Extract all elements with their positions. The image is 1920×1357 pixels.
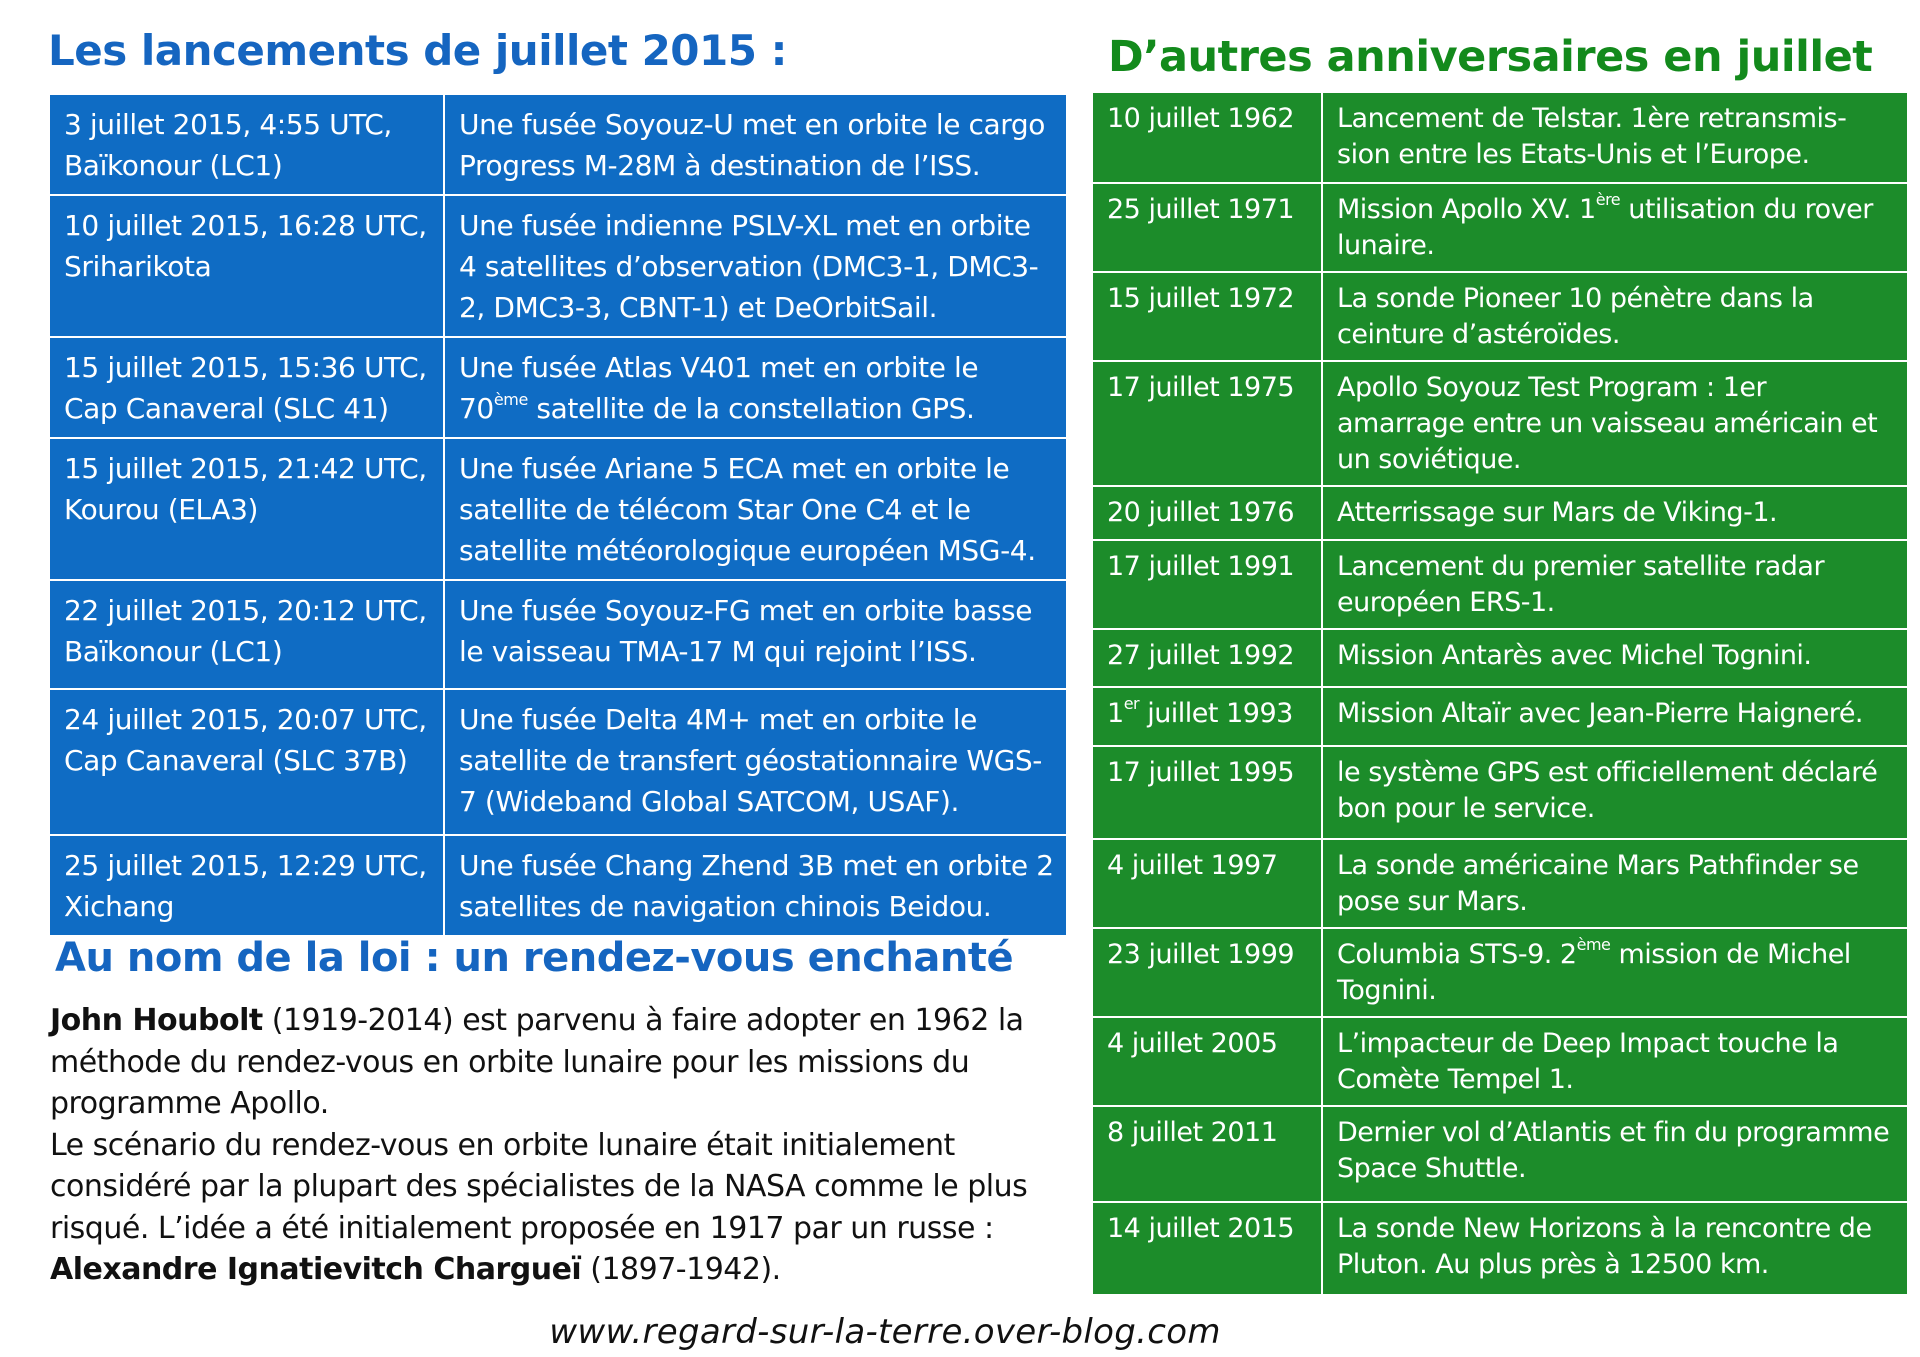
table-row xyxy=(1092,746,1908,839)
anniv-date-cell: 17 juillet 1991 xyxy=(1092,540,1322,629)
launches-table xyxy=(48,93,1068,937)
anniv-date-cell: 17 juillet 1995 xyxy=(1092,746,1322,839)
table-row xyxy=(1092,928,1908,1017)
launch-when-cell xyxy=(49,337,444,438)
launch-date: 22 juillet 2015, 20:12 UTC, xyxy=(64,594,427,627)
anniv-text-cell: Mission Antarès avec Michel Tognini. xyxy=(1322,629,1908,687)
anniv-text-cell: Dernier vol d’Atlantis et fin du programme Space Shuttle. xyxy=(1322,1106,1908,1202)
launch-date: 15 juillet 2015, 21:42 UTC, xyxy=(64,452,427,485)
anniv-text-cell: Lancement de Telstar. 1ère retransmis-sion entre les Etats-Unis et l’Europe. xyxy=(1322,92,1908,183)
table-row xyxy=(1092,687,1908,746)
anniv-text-cell: Apollo Soyouz Test Program : 1er amarrage entre un vaisseau américain et un soviétique. xyxy=(1322,361,1908,486)
launch-desc-cell: Une fusée indienne PSLV-XL met en orbite 4 satellites d’observation (DMC3-1, DMC3-2, DMC3-3, CBNT-1) et DeOrbitSail. xyxy=(444,195,1067,337)
anniv-date-part: juillet 1993 xyxy=(1139,698,1293,729)
anniv-date-cell: 27 juillet 1992 xyxy=(1092,629,1322,687)
table-row xyxy=(49,337,1067,438)
anniv-date-part: 1 xyxy=(1107,698,1124,729)
launch-desc-cell: Une fusée Chang Zhend 3B met en orbite 2 satellites de navigation chinois Beidou. xyxy=(444,835,1067,936)
launch-desc-cell: Une fusée Ariane 5 ECA met en orbite le satellite de télécom Star One C4 et le satellite météorologique européen MSG-4. xyxy=(444,438,1067,580)
launch-when-cell xyxy=(49,689,444,835)
anniv-date-cell: 14 juillet 2015 xyxy=(1092,1202,1322,1295)
anniv-date-cell: 23 juillet 1999 xyxy=(1092,928,1322,1017)
table-row xyxy=(49,835,1067,936)
law-text-part: (1919-2014) est parvenu à faire adopter en 1962 la méthode du rendez-vous en orbite lunaire pour les missions du programme Apollo. xyxy=(50,1003,1024,1121)
anniv-text-cell: Lancement du premier satellite radar européen ERS-1. xyxy=(1322,540,1908,629)
launch-when-cell xyxy=(49,580,444,689)
anniv-text-cell: le système GPS est officiellement déclaré bon pour le service. xyxy=(1322,746,1908,839)
launch-when-cell xyxy=(49,438,444,580)
table-row xyxy=(1092,1017,1908,1106)
anniv-text-cell: La sonde New Horizons à la rencontre de Pluton. Au plus près à 12500 km. xyxy=(1322,1202,1908,1295)
anniv-date-cell xyxy=(1092,687,1322,746)
anniv-text-cell: L’impacteur de Deep Impact touche la Comète Tempel 1. xyxy=(1322,1017,1908,1106)
table-row xyxy=(1092,272,1908,361)
anniversaries-title: D’autres anniversaires en juillet xyxy=(1108,32,1873,82)
anniv-text-cell xyxy=(1322,928,1908,1017)
anniv-date-cell: 10 juillet 1962 xyxy=(1092,92,1322,183)
law-paragraph-1 xyxy=(50,1000,1090,1125)
anniv-text-cell: Atterrissage sur Mars de Viking-1. xyxy=(1322,486,1908,540)
ordinal-superscript: ère xyxy=(1595,190,1621,209)
launch-desc-cell: Une fusée Soyouz-FG met en orbite basse le vaisseau TMA-17 M qui rejoint l’ISS. xyxy=(444,580,1067,689)
table-row xyxy=(1092,540,1908,629)
launch-desc-part: satellite de la constellation GPS. xyxy=(527,392,975,425)
table-row xyxy=(1092,839,1908,928)
law-paragraph xyxy=(50,1000,1090,1291)
anniv-date-cell: 15 juillet 1972 xyxy=(1092,272,1322,361)
person-name: John Houbolt xyxy=(50,1003,263,1038)
anniv-text-part: mission de Michel Tognini. xyxy=(1337,939,1851,1006)
table-row xyxy=(49,94,1067,195)
anniv-text-part: utilisation du rover lunaire. xyxy=(1337,194,1873,261)
anniv-date-cell: 17 juillet 1975 xyxy=(1092,361,1322,486)
launch-desc-cell: Une fusée Soyouz-U met en orbite le cargo Progress M-28M à destination de l’ISS. xyxy=(444,94,1067,195)
launch-when-cell xyxy=(49,835,444,936)
table-row xyxy=(1092,183,1908,272)
ordinal-superscript: er xyxy=(1123,694,1140,713)
ordinal-superscript: ème xyxy=(493,389,528,409)
table-row xyxy=(1092,1106,1908,1202)
launch-desc-part: Une fusée Atlas V401 met en orbite le 70 xyxy=(459,351,979,425)
anniv-text-cell: Mission Altaïr avec Jean-Pierre Haigneré. xyxy=(1322,687,1908,746)
law-section-title: Au nom de la loi : un rendez-vous enchanté xyxy=(55,935,1014,981)
table-row xyxy=(49,689,1067,835)
table-row xyxy=(1092,92,1908,183)
launch-desc-cell xyxy=(444,337,1067,438)
law-text-part: (1897-1942). xyxy=(581,1252,781,1287)
anniv-text-part: Mission Apollo XV. 1 xyxy=(1337,194,1596,225)
table-row xyxy=(1092,361,1908,486)
law-paragraph-2 xyxy=(50,1125,1090,1291)
launch-date: 25 juillet 2015, 12:29 UTC, xyxy=(64,849,427,882)
table-row xyxy=(1092,486,1908,540)
launch-desc-cell: Une fusée Delta 4M+ met en orbite le satellite de transfert géostationnaire WGS-7 (Wideband Global SATCOM, USAF). xyxy=(444,689,1067,835)
launch-site: Kourou (ELA3) xyxy=(64,493,259,526)
anniversaries-table xyxy=(1091,91,1909,1296)
launch-date: 10 juillet 2015, 16:28 UTC, xyxy=(64,209,427,242)
launch-site: Sriharikota xyxy=(64,250,212,283)
launch-site: Baïkonour (LC1) xyxy=(64,149,283,182)
anniv-text-part: Columbia STS-9. 2 xyxy=(1337,939,1577,970)
launch-site: Cap Canaveral (SLC 41) xyxy=(64,392,389,425)
launch-when-cell xyxy=(49,195,444,337)
table-row xyxy=(49,438,1067,580)
anniv-date-cell: 4 juillet 2005 xyxy=(1092,1017,1322,1106)
anniv-date-cell: 20 juillet 1976 xyxy=(1092,486,1322,540)
table-row xyxy=(49,195,1067,337)
anniv-date-cell: 25 juillet 1971 xyxy=(1092,183,1322,272)
footer-url: www.regard-sur-la-terre.over-blog.com xyxy=(549,1312,1221,1352)
launch-site: Baïkonour (LC1) xyxy=(64,635,283,668)
launches-title: Les lancements de juillet 2015 : xyxy=(48,26,787,75)
table-row xyxy=(1092,1202,1908,1295)
launch-when-cell xyxy=(49,94,444,195)
launch-date: 24 juillet 2015, 20:07 UTC, xyxy=(64,703,427,736)
anniv-date-cell: 4 juillet 1997 xyxy=(1092,839,1322,928)
launch-site: Cap Canaveral (SLC 37B) xyxy=(64,744,408,777)
launch-date: 3 juillet 2015, 4:55 UTC, xyxy=(64,108,392,141)
anniv-date-cell: 8 juillet 2011 xyxy=(1092,1106,1322,1202)
launch-date: 15 juillet 2015, 15:36 UTC, xyxy=(64,351,427,384)
anniv-text-cell: La sonde américaine Mars Pathfinder se pose sur Mars. xyxy=(1322,839,1908,928)
table-row xyxy=(49,580,1067,689)
person-name: Alexandre Ignatievitch Chargueï xyxy=(50,1252,582,1287)
launch-site: Xichang xyxy=(64,890,174,923)
anniv-text-cell: La sonde Pioneer 10 pénètre dans la ceinture d’astéroïdes. xyxy=(1322,272,1908,361)
anniv-text-cell xyxy=(1322,183,1908,272)
table-row xyxy=(1092,629,1908,687)
law-text-part: Le scénario du rendez-vous en orbite lunaire était initialement considéré par la plupart des spécialistes de la NASA comme le plus risqué. L’idée a été initialement proposée en 1917 par un russe : xyxy=(50,1127,1028,1246)
ordinal-superscript: ème xyxy=(1576,935,1611,954)
